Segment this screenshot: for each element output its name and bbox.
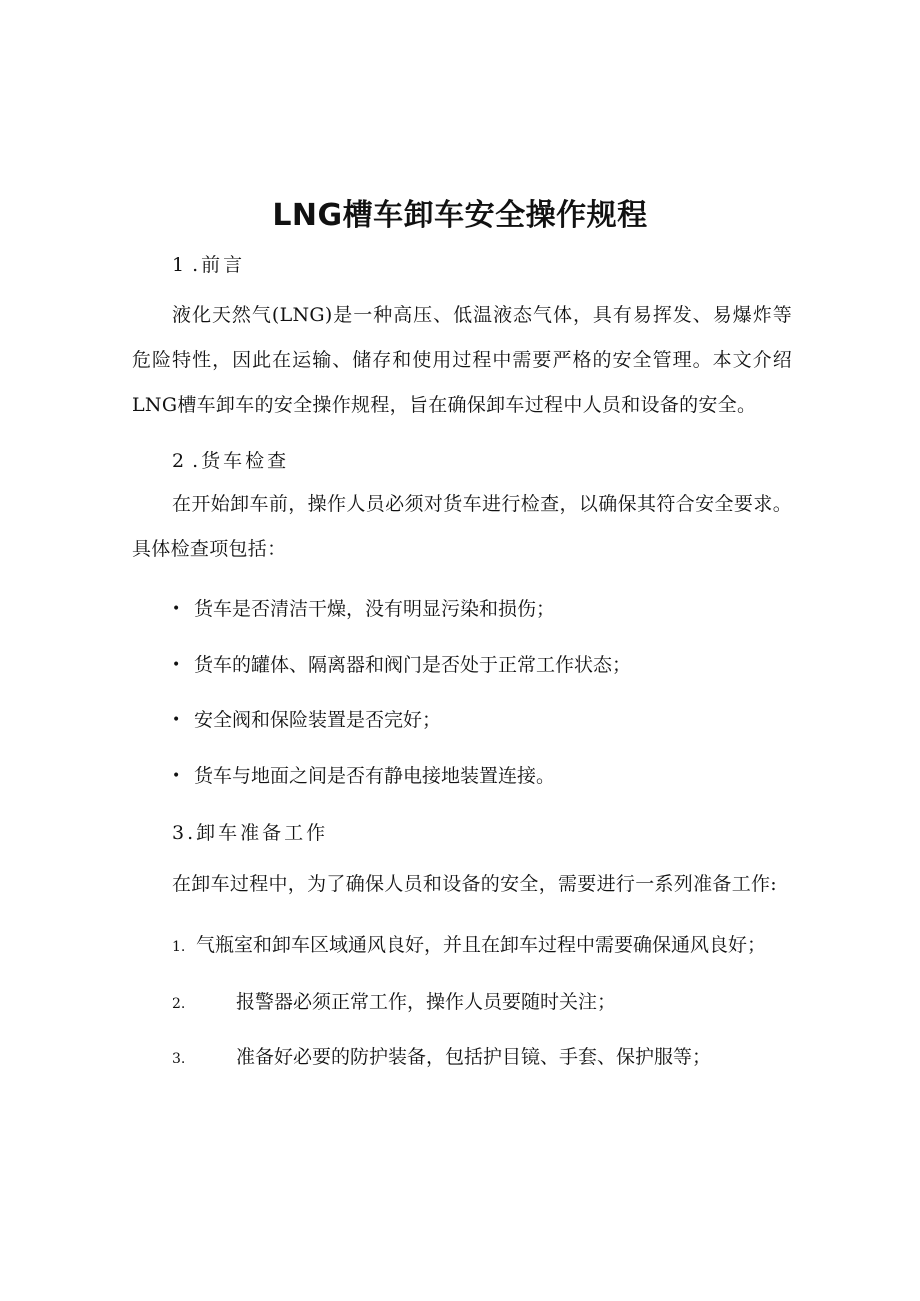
bullet-dot-icon: •: [172, 601, 181, 617]
item-number: 2.: [172, 996, 186, 1012]
bullet-text: 货车的罐体、隔离器和阀门是否处于正常工作状态；: [194, 654, 632, 676]
section-heading-text: .货车检查: [192, 450, 290, 472]
section-number: 2: [172, 450, 193, 472]
bullet-text: 货车是否清洁干燥，没有明显污染和损伤；: [194, 598, 556, 620]
item-number: 3.: [172, 1051, 186, 1067]
bullet-text: 货车与地面之间是否有静电接地装置连接。: [194, 765, 556, 787]
numbered-item: [172, 987, 616, 1014]
bullet-item: [172, 705, 441, 732]
section-heading-2: [172, 446, 289, 473]
bullet-item: [172, 650, 631, 677]
item-text: 气瓶室和卸车区域通风良好，并且在卸车过程中需要确保通风良好；: [196, 934, 767, 956]
item-text: 准备好必要的防护装备，包括护目镜、手套、保护服等；: [236, 1046, 712, 1068]
numbered-item: [172, 930, 766, 957]
bullet-item: [172, 594, 555, 621]
document-title: LNG槽车卸车安全操作规程: [272, 198, 648, 233]
section-heading-3: [172, 818, 328, 845]
numbered-item: [172, 1042, 711, 1069]
bullet-dot-icon: •: [172, 768, 181, 784]
section-paragraph-2: 在开始卸车前，操作人员必须对货车进行检查，以确保其符合安全要求。具体检查项包括：: [132, 493, 792, 560]
section-heading-1: [172, 250, 245, 277]
bullet-item: [172, 761, 555, 788]
item-text: 报警器必须正常工作，操作人员要随时关注；: [236, 991, 617, 1013]
section-heading-text: .卸车准备工作: [187, 822, 329, 844]
item-number: 1.: [172, 939, 186, 955]
bullet-dot-icon: •: [172, 657, 181, 673]
section-heading-text: .前言: [192, 254, 246, 276]
bullet-dot-icon: •: [172, 712, 181, 728]
section-paragraph-1: 液化天然气(LNG)是一种高压、低温液态气体，具有易挥发、易爆炸等危险特性，因此在运输、储存和使用过程中需要严格的安全管理。本文介绍LNG槽车卸车的安全操作规程，旨在确保卸车过程中人员和设备的安全。: [132, 304, 792, 416]
section-number: 3: [172, 822, 188, 844]
section-paragraph-3: 在卸车过程中，为了确保人员和设备的安全，需要进行一系列准备工作:: [172, 873, 778, 895]
section-number: 1: [172, 254, 193, 276]
bullet-text: 安全阀和保险装置是否完好；: [194, 709, 442, 731]
